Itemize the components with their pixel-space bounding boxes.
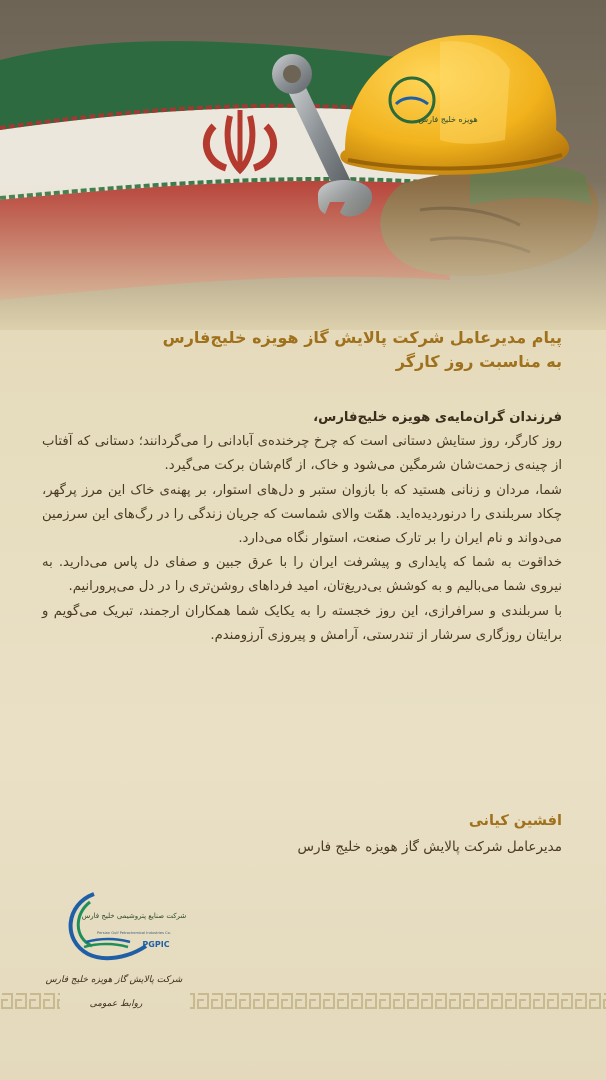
hero-illustration (0, 0, 606, 330)
signer-position: مدیرعامل شرکت پالایش گاز هویزه خلیج فارس (297, 839, 562, 855)
paragraph-2: شما، مردان و زنانی هستید که با بازوان ستبر و دل‌های استوار، بر پهنه‌ی خاک این مرز پرگهر، چکاد سربلندی را درنوردیده‌اید. همّت والای شماست که جریان زندگی را در رگ‌های این سرزمین می‌دواند و نام ایران را بر تارک صنعت، استوار نگاه می‌دارد. (42, 482, 562, 547)
logo-company-en: Persian Gulf Petrochemical Industries Co. (97, 931, 171, 935)
signer-name: افشین کیانی (468, 813, 562, 829)
logo-abbr: PGPIC (142, 940, 170, 949)
title-line-2: به مناسبت روز کارگر (395, 352, 562, 371)
hero-image (0, 0, 606, 330)
message-body (42, 406, 562, 648)
logo-department: روابط عمومی (89, 999, 143, 1009)
greeting: فرزندان گران‌مایه‌ی هویزه خلیج‌فارس، (313, 410, 562, 425)
signature-block (42, 810, 562, 858)
decorative-border (0, 990, 606, 1012)
paragraph-3: خداقوت به شما که پایداری و پیشرفت ایران را با عرق جبین و صفای دل پاس می‌دارید. به نیروی شما می‌بالیم و به کوشش بی‌دریغ‌تان، امید فرداهای روشن‌تری را در دل می‌پرورانیم. (42, 555, 562, 595)
paragraph-1: روز کارگر، روز ستایش دستانی است که چرخ چرخنده‌ی آبادانی را می‌گردانند؛ دستانی که آفتاب از چینه‌ی زحمت‌شان شرمگین می‌شود و خاک، از گام‌شان برکت می‌گیرد. (42, 434, 562, 474)
logo-subsidiary: شرکت پالایش گاز هویزه خلیج فارس (45, 975, 183, 985)
message-title (42, 326, 562, 374)
paragraph-4: با سربلندی و سرافرازی، این روز خجسته را به یکایک شما همکاران ارجمند، تبریک می‌گویم و برایتان روزگاری سرشار از تندرستی، آرامش و پیروزی آرزومندم. (42, 603, 562, 643)
logo-company-fa: شرکت صنایع پتروشیمی خلیج فارس (81, 912, 187, 920)
title-line-1: پیام مدیرعامل شرکت پالایش گاز هویزه خلیج‌فارس (162, 328, 562, 347)
